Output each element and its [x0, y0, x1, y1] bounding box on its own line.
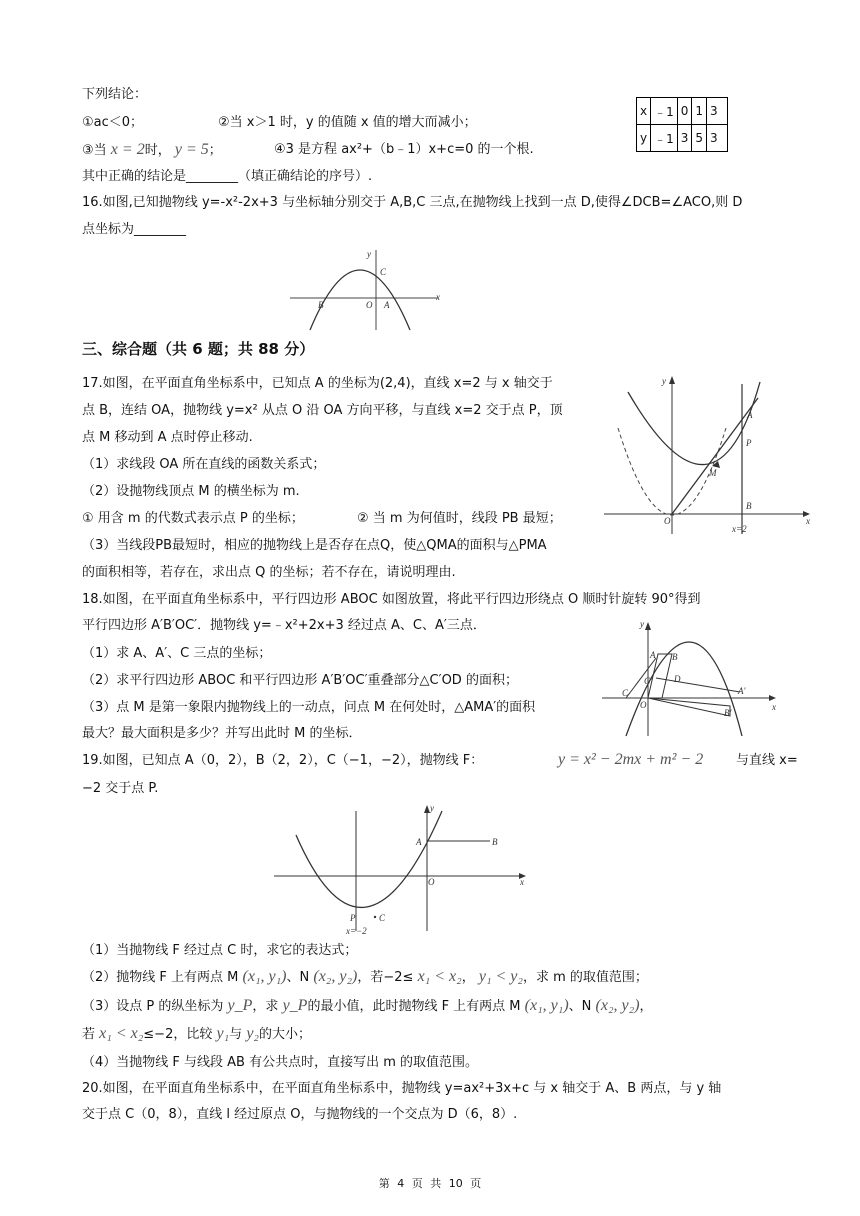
- q19-parabola-figure: [270, 803, 530, 935]
- q15-intro: 下列结论：: [82, 87, 148, 102]
- q18-line-6: 最大？最大面积是多少？并写出此时 M 的坐标．: [82, 726, 362, 741]
- q19-part-3: [82, 997, 653, 1016]
- q15-c3-y-formula: y = 5: [174, 141, 209, 158]
- q17-fig-p-label: P: [746, 438, 752, 448]
- q19-p4-c: ≤−2，比较: [143, 1027, 213, 1042]
- q18-fig-o-label: O: [640, 700, 647, 710]
- q19-text-1b: 与直线 x=: [736, 753, 798, 768]
- q19-p2-m-formula: (x₁, y₁): [242, 968, 287, 985]
- q17-fig-o-label: O: [664, 516, 671, 526]
- q19-p4-y1: y₁: [216, 1025, 230, 1042]
- q19-part-1: （1）当抛物线 F 经过点 C 时，求它的表达式；: [82, 943, 358, 958]
- table-cell: x: [637, 98, 651, 125]
- q19-part-2: [82, 968, 648, 987]
- footer-total-pages: 10: [448, 1177, 463, 1190]
- q16-fig-x-label: x: [436, 292, 440, 302]
- q19-line-2: −2 交于点 P.: [82, 781, 159, 796]
- q18-fig-c-label: C: [622, 688, 629, 698]
- q17-line-6b: ② 当 m 为何值时，线段 PB 最短；: [357, 511, 562, 526]
- q18-line-5: （3）点 M 是第一象限内抛物线上的一动点，问点 M 在何处时，△AMA′的面积: [82, 700, 536, 715]
- q19-p3-yp-formula: y_P: [227, 997, 253, 1014]
- q18-fig-b-label: B: [672, 652, 678, 662]
- page-footer: [0, 1175, 860, 1191]
- q19-fig-xm2-label: x=−2: [346, 926, 367, 936]
- q18-fig-d-label: D: [674, 674, 681, 684]
- q16-fig-a-label: A: [384, 300, 390, 310]
- q15-c3-text-b: 时，: [144, 143, 171, 158]
- q17-line-3: 点 M 移动到 A 点时停止移动.: [82, 430, 253, 445]
- table-row: [637, 98, 728, 125]
- q18-line-2: 平行四边形 A′B′OC′．抛物线 y=﹣x²+2x+3 经过点 A、C、A′三点．: [82, 618, 486, 633]
- q18-fig-cp-label: C': [644, 676, 652, 686]
- q19-line-1: [82, 752, 483, 770]
- q17-fig-a-label: A: [747, 410, 753, 420]
- q17-line-2: 点 B，连结 OA，抛物线 y=x² 从点 O 沿 OA 方向平移，与直线 x=2 交于点 P，顶: [82, 403, 563, 418]
- q16-fig-o-label: O: [366, 300, 373, 310]
- q17-fig-x2-label: x=2: [732, 524, 747, 534]
- q18-line-3: （1）求 A、A′、C 三点的坐标；: [82, 646, 272, 661]
- q19-p4-x-ineq: x₁ < x₂: [99, 1025, 144, 1042]
- footer-text-a: 第: [378, 1177, 390, 1190]
- q19-fig-c-label: C: [379, 913, 386, 923]
- q19-fig-a-label: A: [416, 837, 422, 847]
- q17-line-6a: ① 用含 m 的代数式表示点 P 的坐标；: [82, 511, 304, 526]
- q19-p3-a: （3）设点 P 的纵坐标为: [82, 999, 224, 1014]
- table-cell: 5: [692, 125, 707, 152]
- q17-parabola-figure: [600, 372, 815, 540]
- q19-fig-o-label: O: [428, 877, 435, 887]
- q18-fig-x-label: x: [772, 702, 776, 712]
- q19-fig-p-label: P: [350, 913, 356, 923]
- table-cell: 3: [677, 125, 692, 152]
- q19-part-4: （4）当抛物线 F 与线段 AB 有公共点时，直接写出 m 的取值范围。: [82, 1055, 479, 1070]
- q19-fig-x-label: x: [520, 877, 524, 887]
- footer-text-b: 页: [411, 1177, 423, 1190]
- q19-p2-y-ineq: y₁ < y₂: [478, 968, 523, 985]
- q18-fig-bp-label: B': [724, 708, 732, 718]
- q17-fig-y-label: y: [662, 376, 666, 386]
- q15-conclusion-3: [82, 141, 222, 160]
- q19-p2-x-ineq: x₁ < x₂: [417, 968, 462, 985]
- q19-p3-yp-formula-2: y_P: [282, 997, 308, 1014]
- q19-p2-g: ，求 m 的取值范围；: [522, 970, 648, 985]
- footer-text-d: 页: [470, 1177, 482, 1190]
- q19-p3-c: 的最小值，此时抛物线 F 上有两点 M: [307, 999, 521, 1014]
- q16-fig-c-label: C: [380, 267, 387, 277]
- q17-line-1: 17.如图，在平面直角坐标系中，已知点 A 的坐标为(2,4)，直线 x=2 与 x 轴交于: [82, 376, 553, 391]
- q18-line-1: 18.如图，在平面直角坐标系中，平行四边形 ABOC 如图放置，将此平行四边形绕点 O 顺时针旋转 90°得到: [82, 592, 701, 607]
- q16-fig-y-label: y: [367, 249, 371, 259]
- q15-conclusion-2: ②当 x＞1 时，y 的值随 x 值的增大而减小；: [218, 115, 477, 130]
- q18-fig-ap-label: A': [738, 686, 746, 696]
- table-cell: 1: [692, 98, 707, 125]
- q19-p3-d: 、N: [568, 999, 592, 1014]
- q16-line-2: 点坐标为________: [82, 222, 187, 237]
- q15-value-table: [636, 97, 728, 152]
- q19-p2-e: ，: [461, 970, 475, 985]
- q16-fig-b-label: B: [318, 300, 324, 310]
- table-cell: 0: [677, 98, 692, 125]
- q19-p4-g: 的大小；: [258, 1027, 311, 1042]
- q19-fig-b-label: B: [492, 837, 498, 847]
- q19-p2-c: ，若−2≤: [357, 970, 414, 985]
- q19-part-3-cont: [82, 1025, 311, 1044]
- q19-parabola-formula: y = x² − 2mx + m² − 2: [558, 751, 704, 768]
- table-row: [637, 125, 728, 152]
- q18-line-4: （2）求平行四边形 ABOC 和平行四边形 A′B′OC′重叠部分△C′OD 的面积；: [82, 673, 518, 688]
- table-cell: ﹣1: [651, 98, 678, 125]
- q19-p2-b: 、N: [286, 970, 310, 985]
- q17-line-4: （1）求线段 OA 所在直线的函数关系式；: [82, 457, 326, 472]
- q18-fig-y-label: y: [640, 619, 644, 629]
- q17-fig-b-label: B: [746, 501, 752, 511]
- q17-fig-m-label: M: [709, 468, 717, 478]
- footer-page-number: 4: [397, 1177, 405, 1190]
- q15-c3-x-formula: x = 2: [110, 141, 145, 158]
- q19-p4-a: 若: [82, 1027, 96, 1042]
- q15-conclusion-1: ①ac＜0；: [82, 115, 144, 130]
- q19-p3-b: ，求: [252, 999, 279, 1014]
- q17-line-7: （3）当线段PB最短时，相应的抛物线上是否存在点Q，使△QMA的面积与△PMA: [82, 538, 547, 553]
- q18-parabola-figure: [600, 618, 778, 738]
- table-cell: 3: [707, 125, 728, 152]
- q15-conclusion-4: ④3 是方程 ax²+（b﹣1）x+c=0 的一个根.: [274, 142, 534, 157]
- table-cell: 3: [707, 98, 728, 125]
- q15-c3-text-c: ；: [208, 143, 222, 158]
- q19-fig-y-label: y: [430, 803, 434, 813]
- q19-p3-n-formula: (x₂, y₂): [595, 997, 640, 1014]
- table-cell: y: [637, 125, 651, 152]
- q20-line-1: 20.如图，在平面直角坐标系中，在平面直角坐标系中，抛物线 y=ax²+3x+c 与 x 轴交于 A、B 两点，与 y 轴: [82, 1081, 722, 1096]
- q18-fig-a-label: A: [650, 650, 656, 660]
- q20-line-2: 交于点 C（0，8），直线 l 经过原点 O，与抛物线的一个交点为 D（6，8）.: [82, 1107, 518, 1122]
- q15-c3-text-a: ③当: [82, 143, 107, 158]
- q19-text-1: 19.如图，已知点 A（0，2），B（2，2），C（−1，−2），抛物线 F：: [82, 753, 484, 768]
- q17-fig-x-label: x: [806, 516, 810, 526]
- q16-parabola-figure: [288, 248, 448, 332]
- q16-line-1: 16.如图,已知抛物线 y=-x²-2x+3 与坐标轴分别交于 A,B,C 三点,在抛物线上找到一点 D,使得∠DCB=∠ACO,则 D: [82, 195, 743, 210]
- q19-p3-e: ，: [639, 999, 653, 1014]
- footer-text-c: 共: [430, 1177, 442, 1190]
- section-3-title: 三、综合题（共 6 题；共 88 分）: [82, 340, 315, 358]
- q17-line-5: （2）设抛物线顶点 M 的横坐标为 m.: [82, 484, 300, 499]
- q19-p3-m-formula: (x₁, y₁): [524, 997, 569, 1014]
- q15-ask: 其中正确的结论是________（填正确结论的序号）.: [82, 169, 373, 184]
- table-cell: ﹣1: [651, 125, 678, 152]
- q19-p4-e: 与: [229, 1027, 243, 1042]
- q19-p2-n-formula: (x₂, y₂): [313, 968, 358, 985]
- q19-p2-a: （2）抛物线 F 上有两点 M: [82, 970, 239, 985]
- q17-line-8: 的面积相等，若存在，求出点 Q 的坐标；若不存在，请说明理由.: [82, 565, 456, 580]
- q19-p4-y2: y₂: [246, 1025, 259, 1042]
